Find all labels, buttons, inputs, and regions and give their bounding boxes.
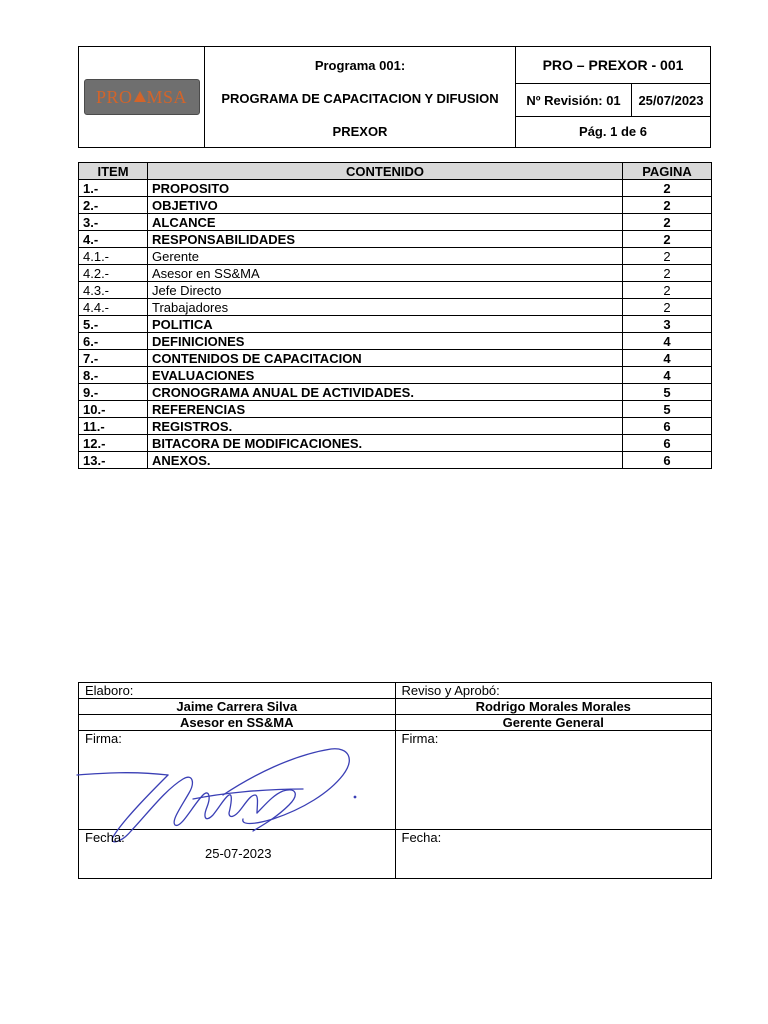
author-signature-cell	[79, 731, 396, 830]
approver-name: Rodrigo Morales Morales	[395, 699, 712, 715]
column-header-page: PAGINA	[623, 163, 712, 180]
table-row	[79, 265, 712, 282]
table-row	[79, 418, 712, 435]
row-item: 4.1.-	[79, 248, 148, 265]
row-page: 6	[623, 435, 712, 452]
row-content: CONTENIDOS DE CAPACITACION	[148, 350, 623, 367]
row-content: PROPOSITO	[148, 180, 623, 197]
row-content: EVALUACIONES	[148, 367, 623, 384]
document-code: PRO – PREXOR - 001	[516, 47, 711, 84]
row-page: 2	[623, 231, 712, 248]
row-page: 2	[623, 197, 712, 214]
approver-signature-cell	[395, 731, 712, 830]
logo-cell	[79, 47, 205, 148]
row-content: CRONOGRAMA ANUAL DE ACTIVIDADES.	[148, 384, 623, 401]
title-cell	[205, 47, 516, 148]
table-row	[79, 197, 712, 214]
row-content: POLITICA	[148, 316, 623, 333]
row-item: 4.3.-	[79, 282, 148, 299]
program-title: PROGRAMA DE CAPACITACION Y DIFUSION	[221, 91, 499, 106]
approver-date-cell	[395, 830, 712, 879]
table-row	[79, 333, 712, 350]
row-content: Asesor en SS&MA	[148, 265, 623, 282]
table-row	[79, 435, 712, 452]
author-date-cell	[79, 830, 396, 879]
row-item: 4.-	[79, 231, 148, 248]
author-fecha-label: Fecha:	[85, 830, 125, 845]
table-row	[79, 214, 712, 231]
row-item: 7.-	[79, 350, 148, 367]
row-content: BITACORA DE MODIFICACIONES.	[148, 435, 623, 452]
reviso-label: Reviso y Aprobó:	[395, 683, 712, 699]
row-item: 2.-	[79, 197, 148, 214]
row-content: Trabajadores	[148, 299, 623, 316]
row-item: 10.-	[79, 401, 148, 418]
page-number: Pág. 1 de 6	[516, 116, 711, 147]
column-header-item: ITEM	[79, 163, 148, 180]
row-page: 6	[623, 452, 712, 469]
column-header-content: CONTENIDO	[148, 163, 623, 180]
row-item: 1.-	[79, 180, 148, 197]
document-header	[78, 46, 711, 148]
row-page: 4	[623, 367, 712, 384]
row-item: 5.-	[79, 316, 148, 333]
row-item: 3.-	[79, 214, 148, 231]
approval-table	[78, 682, 712, 879]
row-content: OBJETIVO	[148, 197, 623, 214]
row-page: 4	[623, 333, 712, 350]
row-page: 2	[623, 299, 712, 316]
table-row	[79, 367, 712, 384]
approver-fecha-label: Fecha:	[401, 830, 442, 845]
row-content: Gerente	[148, 248, 623, 265]
revision-number: Nº Revisión: 01	[516, 84, 632, 116]
table-row	[79, 299, 712, 316]
row-page: 6	[623, 418, 712, 435]
row-page: 2	[623, 248, 712, 265]
row-page: 2	[623, 282, 712, 299]
row-item: 6.-	[79, 333, 148, 350]
program-label: Programa 001:	[314, 58, 406, 73]
row-content: REFERENCIAS	[148, 401, 623, 418]
table-row	[79, 401, 712, 418]
approver-role: Gerente General	[395, 715, 712, 731]
row-content: RESPONSABILIDADES	[148, 231, 623, 248]
table-row	[79, 384, 712, 401]
row-page: 4	[623, 350, 712, 367]
row-item: 4.4.-	[79, 299, 148, 316]
table-row	[79, 248, 712, 265]
author-firma-label: Firma:	[85, 731, 122, 746]
logo-triangle-icon	[134, 91, 146, 102]
row-content: DEFINICIONES	[148, 333, 623, 350]
table-row	[79, 452, 712, 469]
table-row	[79, 231, 712, 248]
table-row	[79, 350, 712, 367]
table-row	[79, 180, 712, 197]
author-name: Jaime Carrera Silva	[79, 699, 396, 715]
row-item: 11.-	[79, 418, 148, 435]
row-item: 13.-	[79, 452, 148, 469]
row-page: 2	[623, 265, 712, 282]
row-page: 5	[623, 384, 712, 401]
row-item: 4.2.-	[79, 265, 148, 282]
row-page: 5	[623, 401, 712, 418]
row-item: 8.-	[79, 367, 148, 384]
author-fecha-value: 25-07-2023	[205, 846, 272, 861]
revision-date: 25/07/2023	[632, 84, 711, 116]
row-content: REGISTROS.	[148, 418, 623, 435]
program-subtitle: PREXOR	[332, 124, 388, 139]
row-content: Jefe Directo	[148, 282, 623, 299]
author-role: Asesor en SS&MA	[79, 715, 396, 731]
table-row	[79, 282, 712, 299]
elaboro-label: Elaboro:	[79, 683, 396, 699]
row-content: ANEXOS.	[148, 452, 623, 469]
approver-firma-label: Firma:	[401, 731, 439, 746]
row-page: 2	[623, 180, 712, 197]
row-content: ALCANCE	[148, 214, 623, 231]
company-logo: PRO MSA	[84, 79, 200, 115]
contents-table	[78, 162, 712, 469]
row-item: 9.-	[79, 384, 148, 401]
row-page: 2	[623, 214, 712, 231]
table-row	[79, 316, 712, 333]
row-item: 12.-	[79, 435, 148, 452]
row-page: 3	[623, 316, 712, 333]
